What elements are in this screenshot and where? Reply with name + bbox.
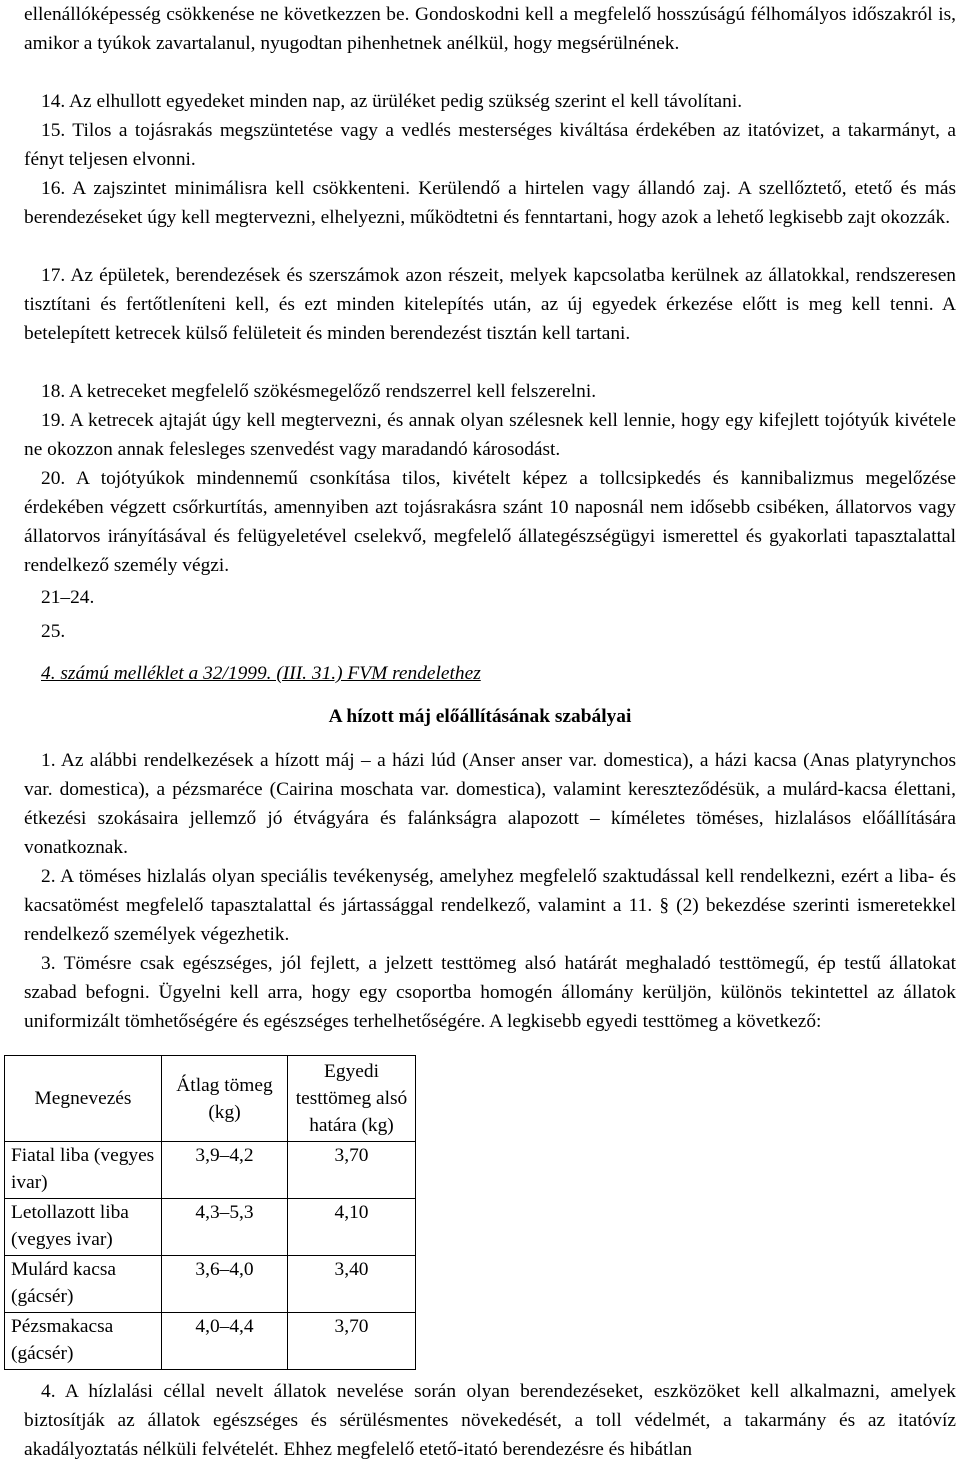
section-heading: A hízott máj előállításának szabályai (328, 706, 632, 727)
paragraph-19: 19. A ketrecek ajtaját úgy kell megtervezni, és annak olyan szélesnek kell lennie, hogy egy kifejlett tojótyúk kivétele ne okozzon annak felesleges szenvedést vagy maradandó károsodást. (24, 410, 956, 460)
table-header: Megnevezés (5, 1056, 162, 1142)
table-row (5, 1313, 416, 1370)
table-cell-avg: 3,9–4,2 (162, 1142, 288, 1199)
paragraph-continuation: ellenállóképesség csökkenése ne következzen be. Gondoskodni kell a megfelelő hosszúságú félhomályos időszakról is, amikor a tyúkok zavartalanul, nyugodtan pihenhetnek anélkül, hogy megsérülnének. (24, 4, 956, 54)
rule-4: 4. A hízlalási céllal nevelt állatok nevelése során olyan berendezéseket, eszközöket kell alkalmazni, amelyek biztosítják az állatok egészséges és sérülésmentes növekedését, a toll védelmét, a takarmány és az itatóvíz akadályoztatás nélküli felvételét. Ehhez megfelelő etető-itató berendezésre és hibátlan (24, 1381, 956, 1460)
paragraph-21-24: 21–24. (41, 587, 95, 608)
paragraph-25: 25. (41, 621, 66, 642)
table-row (5, 1199, 416, 1256)
table-cell-min: 3,70 (288, 1313, 416, 1370)
table-cell-avg: 4,0–4,4 (162, 1313, 288, 1370)
table-cell-min: 4,10 (288, 1199, 416, 1256)
table-header: Átlag tömeg (kg) (162, 1056, 288, 1142)
table-cell-min: 3,70 (288, 1142, 416, 1199)
paragraph-20: 20. A tojótyúkok mindennemű csonkítása tilos, kivételt képez a tollcsipkedés és kannibalizmus megelőzése érdekében végzett csőrkurtítás, amennyiben azt tojásrakásra szánt 10 naposnál nem idősebb csibéken, állatorvos vagy állatorvos irányításával és felügyeletével cselekvő, megfelelő állategészségügyi ismerettel és gyakorlati tapasztalattal rendelkező személy végzi. (24, 468, 956, 576)
annex-title: 4. számú melléklet a 32/1999. (III. 31.) FVM rendelethez (41, 663, 481, 684)
table-cell-name: Fiatal liba (vegyes ivar) (5, 1142, 162, 1199)
paragraph-18: 18. A ketreceket megfelelő szökésmegelőző rendszerrel kell felszerelni. (41, 381, 597, 402)
paragraph-15: 15. Tilos a tojásrakás megszüntetése vagy a vedlés mesterséges kiváltása érdekében az itatóvizet, a takarmányt, a fényt teljesen elvonni. (24, 120, 956, 170)
rule-2: 2. A töméses hizlalás olyan speciális tevékenység, amelyhez megfelelő szaktudással kell rendelkezni, ezért a liba- és kacsatömést megfelelő tapasztalattal és jártassággal rendelkező, valamint a 11. § (2) bekezdése szerinti ismeretekkel rendelkező személyek végezhetik. (24, 866, 956, 945)
table-cell-min: 3,40 (288, 1256, 416, 1313)
rule-3: 3. Tömésre csak egészséges, jól fejlett, a jelzett testtömeg alsó határát meghaladó testtömegű, ép testű állatokat szabad befogni. Ügyelni kell arra, hogy egy csoportba homogén állomány kerüljön, különös tekintettel az állatok uniformizált tömhetőségére és egészséges terhelhetőségére. A legkisebb egyedi testtömeg a következő: (24, 953, 956, 1032)
table-cell-name: Mulárd kacsa (gácsér) (5, 1256, 162, 1313)
table-header: Egyedi testtömeg alsó határa (kg) (288, 1056, 416, 1142)
table-row (5, 1256, 416, 1313)
table-cell-name: Letollazott liba (vegyes ivar) (5, 1199, 162, 1256)
table-cell-name: Pézsmakacsa (gácsér) (5, 1313, 162, 1370)
table-header-row (5, 1056, 416, 1142)
paragraph-16: 16. A zajszintet minimálisra kell csökkenteni. Kerülendő a hirtelen vagy állandó zaj. A szellőztető, etető és más berendezéseket úgy kell megtervezni, elhelyezni, működtetni és fenntartani, hogy azok a lehető legkisebb zajt okozzák. (24, 178, 956, 228)
table-cell-avg: 3,6–4,0 (162, 1256, 288, 1313)
paragraph-14: 14. Az elhullott egyedeket minden nap, az ürüléket pedig szükség szerint el kell távolítani. (41, 91, 743, 112)
table-cell-avg: 4,3–5,3 (162, 1199, 288, 1256)
table-row (5, 1142, 416, 1199)
rule-1: 1. Az alábbi rendelkezések a hízott máj – a házi lúd (Anser anser var. domestica), a házi kacsa (Anas platyrynchos var. domestica), a pézsmaréce (Cairina moschata var. domestica), valamint kereszteződésük, a mulárd-kacsa élettani, étkezési szokásaira jellemző jó étvágyára és falánkságra alapozott – kíméletes töméses, hizlalásos előállítására vonatkoznak. (24, 750, 956, 858)
paragraph-17: 17. Az épületek, berendezések és szerszámok azon részeit, melyek kapcsolatba kerülnek az állatokkal, rendszeresen tisztítani és fertőtleníteni kell, és ezt minden kitelepítés után, az új egyedek érkezése előtt is meg kell tenni. A betelepített ketrecek külső felületeit és minden berendezést tisztán kell tartani. (24, 265, 956, 344)
weight-table (4, 1055, 416, 1370)
